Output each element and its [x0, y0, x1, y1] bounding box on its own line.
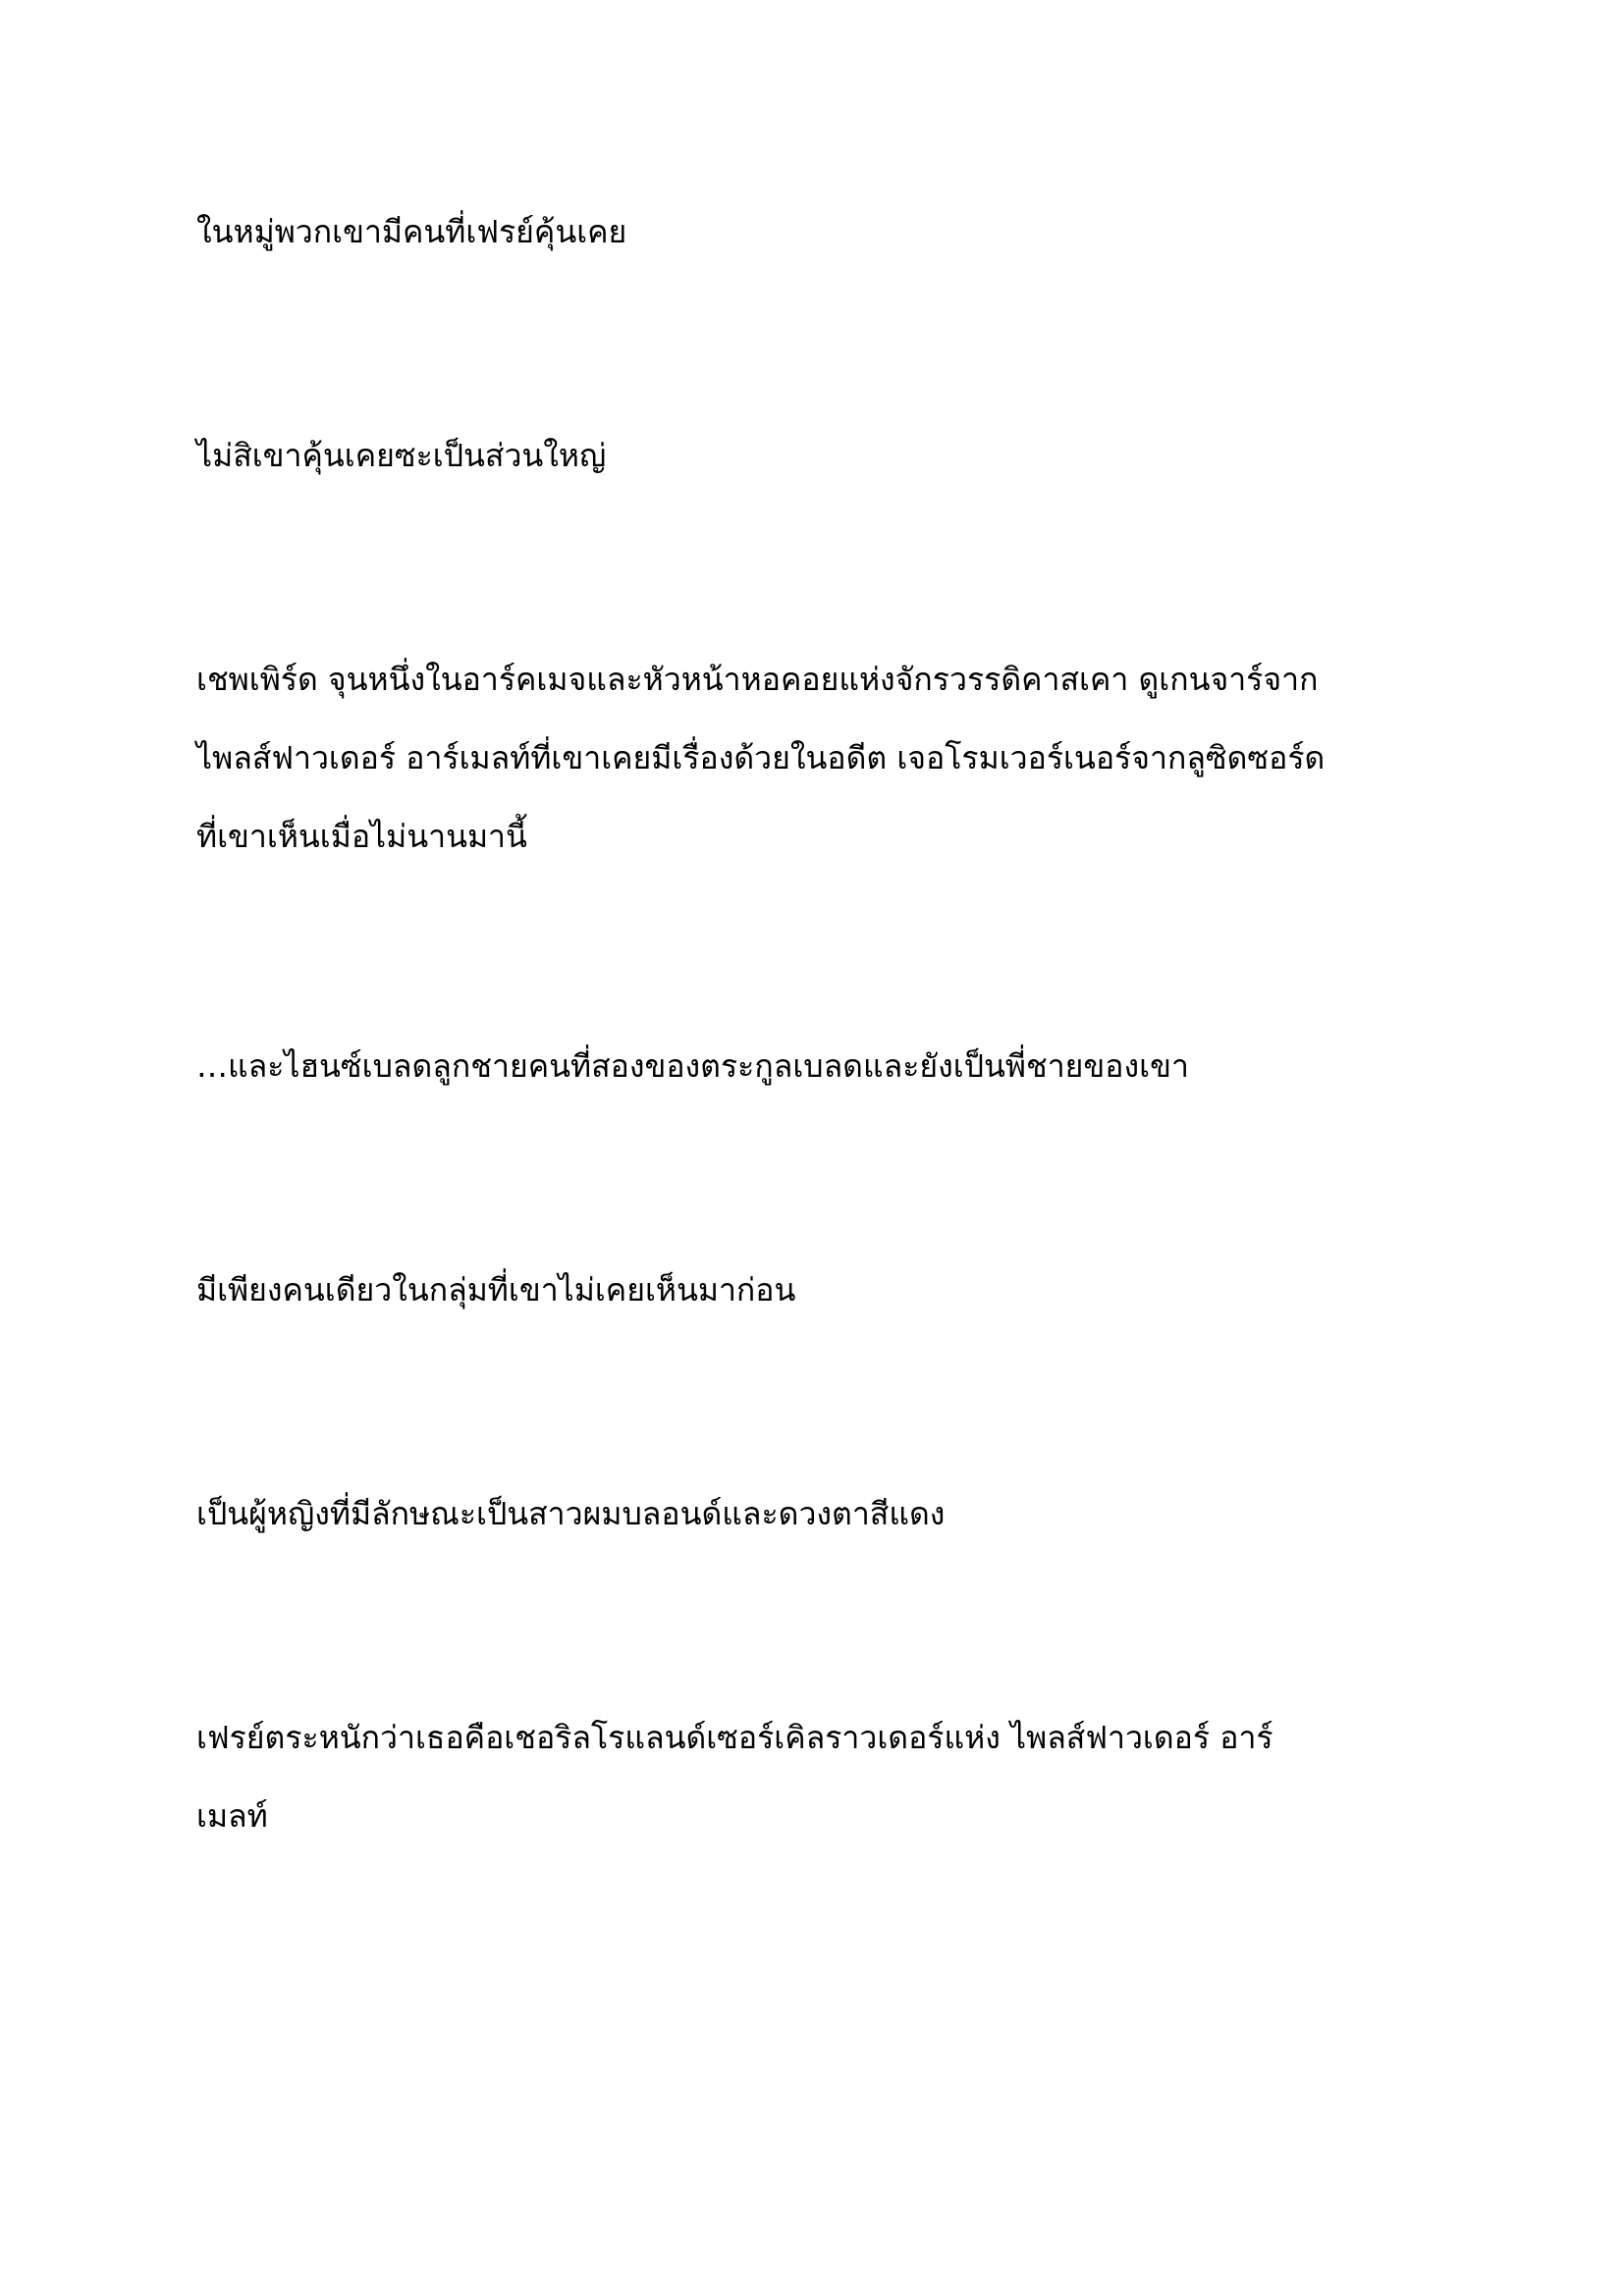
text-line: ในหมู่พวกเขามีคนที่เฟรย์คุ้นเคย — [196, 213, 627, 250]
paragraph-4 — [196, 1027, 1434, 1105]
text-line: ไพลส์ฟาวเดอร์ อาร์เมลท์ที่เขาเคยมีเรื่องด้วยในอดีต เจอโรมเวอร์เนอร์จากลูซิดซอร์ด — [196, 739, 1326, 776]
text-line: เฟรย์ตระหนักว่าเธอคือเชอริลโรแลนด์เซอร์เคิลราวเดอร์แห่ง ไพลส์ฟาวเดอร์ อาร์ — [196, 1719, 1273, 1756]
text-line: เป็นผู้หญิงที่มีลักษณะเป็นสาวผมบลอนด์และดวงตาสีแดง — [196, 1495, 946, 1532]
paragraph-7 — [196, 1698, 1434, 1855]
paragraph-1 — [196, 192, 1434, 271]
paragraph-2 — [196, 416, 1434, 495]
text-line: มีเพียงคนเดียวในกลุ่มที่เขาไม่เคยเห็นมาก่อน — [196, 1271, 796, 1308]
text-line: …และไฮนซ์เบลดลูกชายคนที่สองของตระกูลเบลดและยังเป็นพี่ชายของเขา — [196, 1047, 1189, 1085]
text-line: เชพเพิร์ด จุนหนึ่งในอาร์คเมจและหัวหน้าหอคอยแห่งจักรวรรดิคาสเคา ดูเกนจาร์จาก — [196, 661, 1319, 698]
paragraph-5 — [196, 1251, 1434, 1329]
text-line: ที่เขาเห็นเมื่อไม่นานมานี้ — [196, 818, 527, 855]
text-line: ไม่สิเขาคุ้นเคยซะเป็นส่วนใหญ่ — [196, 437, 607, 474]
paragraph-6 — [196, 1474, 1434, 1553]
text-line: เมลท์ — [196, 1797, 268, 1835]
paragraph-3 — [196, 640, 1434, 876]
